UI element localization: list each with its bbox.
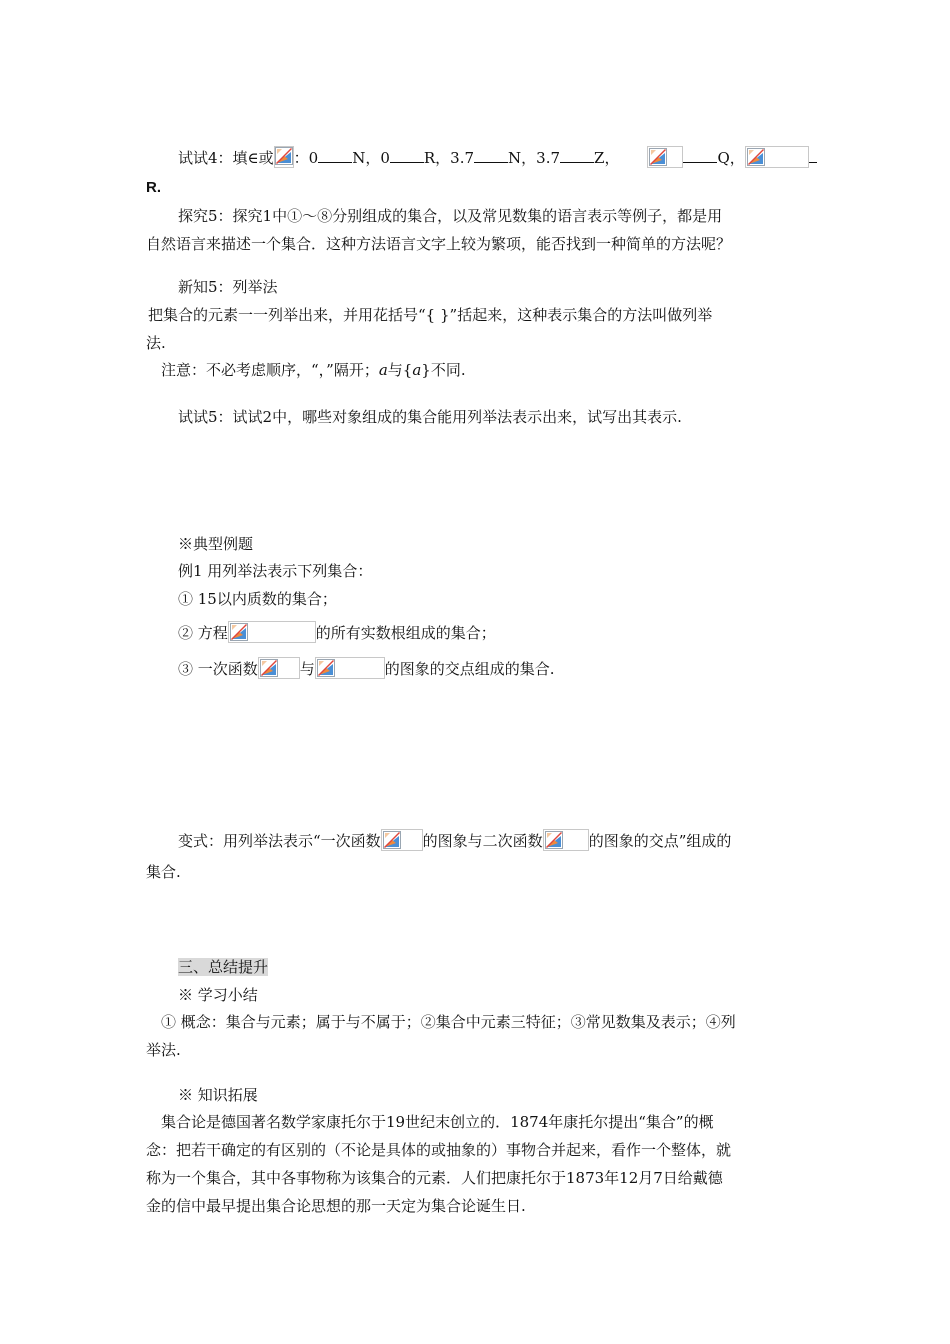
example1-item1: ① 15以内质数的集合； (178, 590, 337, 608)
explore5-line1: 探究5：探究1中①～⑧分别组成的集合，以及常见数集的语言表示等例子，都是用 (178, 207, 723, 225)
fill-blank-1[interactable] (318, 148, 352, 163)
new5-title: 新知5：列举法 (178, 278, 278, 296)
example1-item3: ③ 一次函数 与 的图象的交点组成的集合. (178, 657, 555, 679)
variant-line2: 集合. (146, 863, 181, 881)
extension-line1: 集合论是德国著名数学家康托尔于19世纪末创立的．1874年康托尔提出“集合”的概 (161, 1113, 714, 1131)
broken-image-icon (274, 146, 294, 168)
summary-line2: 举法. (146, 1041, 181, 1059)
examples-heading: ※典型例题 (178, 535, 254, 553)
fill-blank-2[interactable] (390, 148, 424, 163)
fill-blank-6[interactable] (809, 148, 817, 163)
fill-blank-3[interactable] (474, 148, 508, 163)
summary-heading: 三、总结提升 (178, 958, 269, 976)
trial4-line: 试试4：填∈或 ：0 N，0 R，3.7 N，3.7 Z， Q， (178, 146, 817, 168)
trial5-text: 试试5：试试2中，哪些对象组成的集合能用列举法表示出来，试写出其表示. (178, 408, 682, 426)
broken-image-icon (228, 621, 316, 643)
fill-blank-5[interactable] (683, 148, 717, 163)
trial4-prefix: 试试4：填∈或 (178, 149, 274, 167)
broken-image-icon (745, 146, 809, 168)
fill-blank-4[interactable] (560, 148, 594, 163)
new5-line2: 法. (146, 334, 166, 352)
extension-line2: 念：把若干确定的有区别的（不论是具体的或抽象的）事物合并起来，看作一个整体，就 (146, 1141, 732, 1159)
broken-image-icon (315, 657, 385, 679)
broken-image-icon (647, 146, 683, 168)
broken-image-icon (381, 829, 423, 851)
extension-line3: 称为一个集合，其中各事物称为该集合的元素．人们把康托尔于1873年12月7日给戴德 (146, 1169, 723, 1187)
extension-subheading: ※ 知识拓展 (178, 1086, 258, 1104)
summary-line1: ① 概念：集合与元素；属于与不属于；②集合中元素三特征；③常见数集及表示；④列 (161, 1013, 736, 1031)
example1-item2: ② 方程 的所有实数根组成的集合； (178, 621, 496, 643)
explore5-line2: 自然语言来描述一个集合．这种方法语言文字上较为繁项，能否找到一种简单的方法呢？ (146, 235, 732, 253)
variant-line1: 变式：用列举法表示“一次函数 的图象与二次函数 的图象的交点”组成的 (178, 829, 731, 851)
new5-note: 注意：不必考虑顺序，“，”隔开；a与{a}不同. (161, 361, 466, 379)
broken-image-icon (543, 829, 589, 851)
new5-line1: 把集合的元素一一列举出来，并用花括号“{ }”括起来，这种表示集合的方法叫做列举 (148, 306, 713, 324)
broken-image-icon (258, 657, 300, 679)
example1: 例1 用列举法表示下列集合： (178, 562, 373, 580)
trial4-end: R. (146, 179, 161, 196)
summary-subheading: ※ 学习小结 (178, 986, 258, 1004)
extension-line4: 金的信中最早提出集合论思想的那一天定为集合论诞生日. (146, 1197, 526, 1215)
